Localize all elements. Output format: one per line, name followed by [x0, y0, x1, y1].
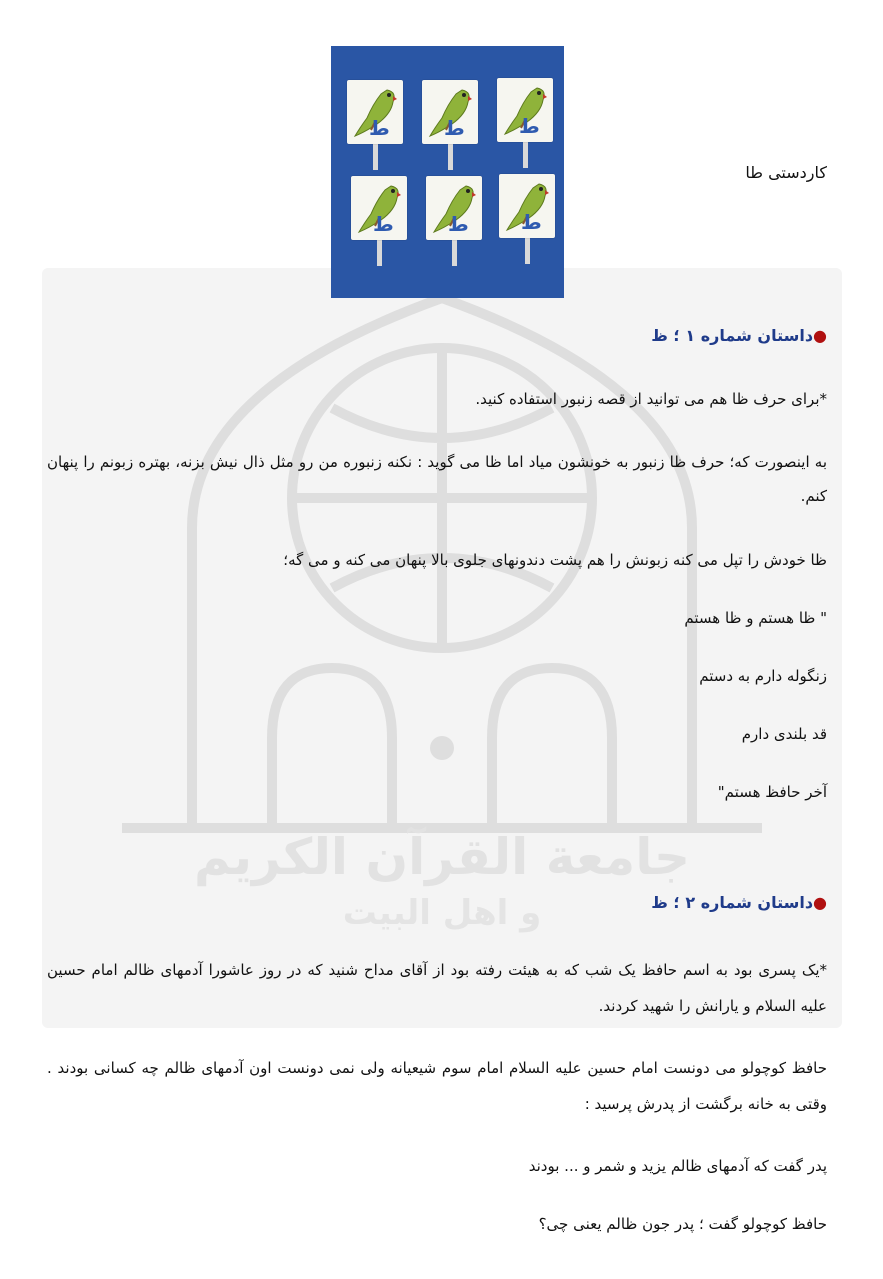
watermark-line1: جامعة القرآن الكريم: [193, 828, 691, 886]
parrot-card: [497, 78, 553, 142]
story1-paragraph-2: به اینصورت که؛ حرف ظا زنبور به خونشون میاد اما ظا می گوید : نکنه زنبوره من رو مثل ذال نیش بزنه، بهتره زبونم را پنهان کنم.: [47, 453, 827, 505]
story1-paragraph-1: *برای حرف ظا هم می توانید از قصه زنبور استفاده کنید.: [475, 390, 827, 408]
story1-paragraph-3: ظا خودش را تپل می کنه زبونش را هم پشت دندونهای جلوی بالا پنهان می کنه و می گه؛: [283, 551, 827, 569]
watermark-line2: و اهل البيت: [342, 893, 542, 933]
bullet-dot: ●: [813, 326, 827, 345]
parrot-card: [426, 176, 482, 240]
story2-paragraph-2: حافظ کوچولو می دونست امام حسین علیه السلام امام سوم شیعیانه ولی نمی دونست اون آدمهای ظالم چه کسانی بودند . وقتی به خانه برگشت از پدرش پرسید :: [47, 1059, 827, 1113]
parrot-card: [351, 176, 407, 240]
poem-line-1: " ظا هستم و ظا هستم: [684, 609, 827, 627]
card-letter: ط: [369, 116, 390, 140]
poem-line-4: آخر حافظ هستم": [717, 783, 827, 801]
story2-paragraph-4: حافظ کوچولو گفت ؛ پدر جون ظالم یعنی چی؟: [538, 1215, 827, 1233]
photo-caption: کاردستی طا: [745, 163, 827, 182]
story2-heading: [651, 893, 827, 912]
card-stick: [523, 140, 528, 168]
parrot-card: [499, 174, 555, 238]
story2-paragraph-3: پدر گفت که آدمهای ظالم یزید و شمر و ... بودند: [528, 1157, 827, 1175]
card-stick: [373, 142, 378, 170]
card-letter: ط: [448, 212, 469, 236]
watermark-seal: [42, 268, 842, 1028]
card-letter: ط: [373, 212, 394, 236]
parrot-card: [347, 80, 403, 144]
story2-heading-text: داستان شماره ۲ ؛ ظ: [651, 893, 814, 912]
bullet-dot: ●: [813, 893, 827, 912]
card-letter: ط: [521, 210, 542, 234]
poem-line-3: قد بلندی دارم: [741, 725, 827, 743]
parrot-card: [422, 80, 478, 144]
craft-photo: [331, 46, 564, 298]
card-stick: [525, 236, 530, 264]
card-stick: [377, 238, 382, 266]
card-letter: ط: [444, 116, 465, 140]
story2-paragraph-1: *یک پسری بود به اسم حافظ یک شب که به هیئت رفته بود از آقای مداح شنید که در روز عاشورا آدمهای ظالم امام حسین علیه السلام و یارانش را شهید کردند.: [47, 961, 827, 1015]
story1-heading: [651, 326, 827, 345]
story1-heading-text: داستان شماره ۱ ؛ ظ: [651, 326, 814, 345]
card-letter: ط: [519, 114, 540, 138]
card-stick: [448, 142, 453, 170]
card-stick: [452, 238, 457, 266]
poem-line-2: زنگوله دارم به دستم: [699, 667, 827, 685]
